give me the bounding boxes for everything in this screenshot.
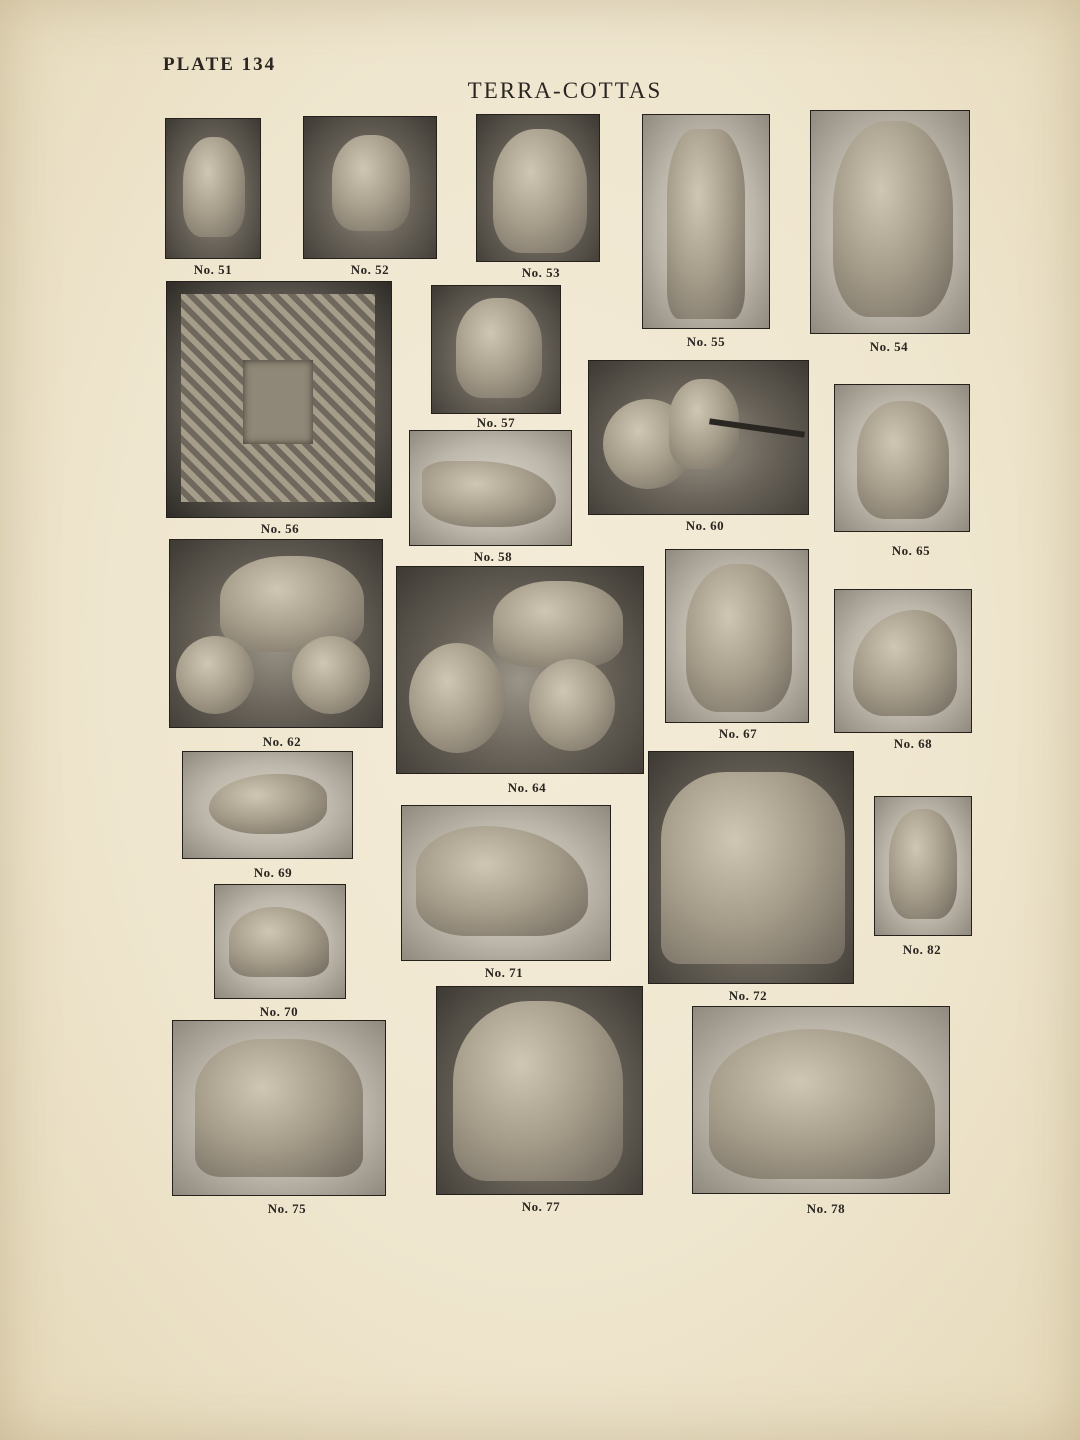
photo-no-70 [215,885,345,998]
photo-no-62 [170,540,382,727]
caption-no-70: No. 70 [259,1004,299,1019]
caption-no-60: No. 60 [685,518,725,533]
photo-no-56 [167,282,391,517]
photo-no-64 [397,567,643,773]
photo-no-82 [875,797,971,935]
photo-no-54 [811,111,969,333]
caption-no-78: No. 78 [806,1201,846,1216]
caption-no-52: No. 52 [350,262,390,277]
plate-number: PLATE 134 [163,54,277,75]
caption-no-77: No. 77 [521,1199,561,1214]
photo-no-67 [666,550,808,722]
caption-no-54: No. 54 [869,339,909,354]
caption-no-53: No. 53 [521,265,561,280]
caption-no-62: No. 62 [262,734,302,749]
caption-no-75: No. 75 [267,1201,307,1216]
photo-no-71 [402,806,610,960]
caption-no-71: No. 71 [484,965,524,980]
caption-no-57: No. 57 [476,415,516,430]
caption-no-55: No. 55 [686,334,726,349]
caption-no-65: No. 65 [891,543,931,558]
caption-no-72: No. 72 [728,988,768,1003]
caption-no-67: No. 67 [718,726,758,741]
caption-no-58: No. 58 [473,549,513,564]
photo-no-78 [693,1007,949,1193]
caption-no-82: No. 82 [902,942,942,957]
page-title: TERRA-COTTAS [467,78,663,103]
caption-no-56: No. 56 [260,521,300,536]
photo-no-53 [477,115,599,261]
photo-no-51 [166,119,260,258]
caption-no-69: No. 69 [253,865,293,880]
photo-no-75 [173,1021,385,1195]
photo-no-58 [410,431,571,545]
photo-no-52 [304,117,436,258]
photo-no-77 [437,987,642,1194]
photo-no-65 [835,385,969,531]
caption-no-64: No. 64 [507,780,547,795]
photo-no-60 [589,361,808,514]
photo-no-68 [835,590,971,732]
photo-no-55 [643,115,769,328]
caption-no-68: No. 68 [893,736,933,751]
photo-no-69 [183,752,352,858]
caption-no-51: No. 51 [193,262,233,277]
photo-no-72 [649,752,853,983]
photo-no-57 [432,286,560,413]
